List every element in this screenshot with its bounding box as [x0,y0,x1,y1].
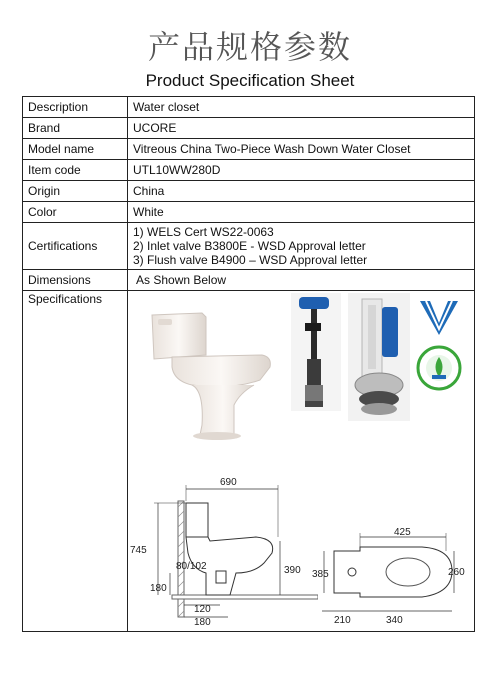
row-label: Brand [23,118,128,139]
wsd-logo-icon [418,297,460,337]
row-value: White [128,202,475,223]
table-row [23,118,475,139]
specifications-cell [128,291,475,632]
dim-rough-in-2: 180 [194,617,211,627]
flush-valve-photo [348,293,410,421]
page-title: Product Specification Sheet [145,71,355,90]
dim-top-width: 260 [448,567,465,578]
specifications-area [128,291,468,627]
table-row [23,202,475,223]
row-value: Vitreous China Two-Piece Wash Down Water Closet [128,139,475,160]
table-row-dimensions [23,270,475,291]
row-label: Specifications [23,291,128,632]
cert-line: 1) WELS Cert WS22-0063 [133,225,274,239]
dim-side-height: 745 [130,545,147,556]
cert-line: 2) Inlet valve B3800E - WSD Approval letter [133,239,366,253]
certifications-list [128,223,475,270]
dim-side-width: 690 [220,477,237,488]
row-label: Item code [23,160,128,181]
table-row [23,160,475,181]
page-title-chinese: 产品规格参数 [147,28,352,66]
dim-outlet-label: 80/102 [176,561,207,572]
row-value: UTL10WW280D [128,160,475,181]
dim-rough-in-1: 120 [194,604,211,615]
dim-seat-height: 390 [284,565,301,576]
row-value: China [128,181,475,202]
row-label: Model name [23,139,128,160]
row-value: As Shown Below [128,270,475,291]
table-row [23,181,475,202]
dim-top-height: 385 [312,569,329,580]
table-row [23,97,475,118]
toilet-photo [142,305,282,445]
dim-bottom-a: 210 [334,615,351,626]
cert-line: 3) Flush valve B4900 – WSD Approval letter [133,253,368,267]
row-label: Description [23,97,128,118]
plan-view-drawing [312,527,468,627]
row-value: Water closet [128,97,475,118]
dim-top-length: 425 [394,527,411,538]
spec-table [22,96,475,632]
table-row [23,139,475,160]
inlet-valve-photo [291,293,341,411]
side-elevation-drawing [128,477,318,627]
table-row-certifications [23,223,475,270]
table-row-specifications [23,291,475,632]
row-value: UCORE [128,118,475,139]
dim-outlet-height: 180 [150,583,167,594]
water-efficiency-badge-icon [416,345,462,391]
dim-bottom-b: 340 [386,615,403,626]
row-label: Color [23,202,128,223]
row-label: Certifications [23,223,128,270]
row-label: Dimensions [23,270,128,291]
row-label: Origin [23,181,128,202]
